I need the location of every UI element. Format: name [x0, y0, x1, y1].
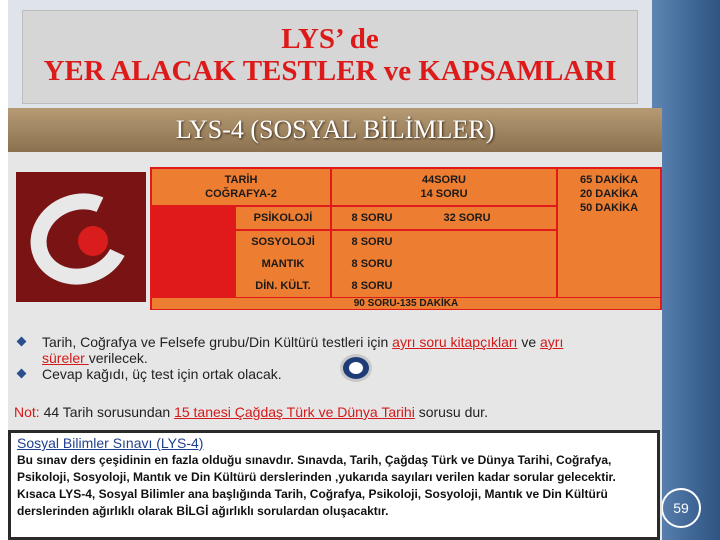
group-total-questions: 32 SORU — [443, 212, 491, 224]
table-cell-subject-r5 — [236, 253, 330, 275]
table-cell-questions-r3 — [332, 207, 556, 229]
table-cell-questions-r6 — [332, 275, 556, 297]
exam-schedule-table — [150, 167, 662, 310]
subject-psikoloji: PSİKOLOJİ — [253, 212, 313, 224]
subject-sosyoloji: SOSYOLOJİ — [251, 236, 315, 248]
time-felsefe-group: 50 DAKİKA — [579, 202, 639, 214]
info-bullets — [14, 334, 654, 382]
slide-title-box — [22, 10, 638, 104]
highlight-separate-times: süreler — [42, 350, 89, 366]
exam-description-title: Sosyal Bilimler Sınavı (LYS-4) — [17, 435, 204, 451]
emblem-badge-icon — [340, 354, 372, 382]
highlight-separate-booklets: ayrı soru kitapçıkları — [392, 334, 518, 350]
questions-tarih: 44SORU — [421, 174, 467, 186]
exam-description-box — [8, 430, 660, 540]
table-cell-subject-r1-r2 — [152, 169, 330, 205]
questions-sosyoloji: 8 SORU — [351, 236, 393, 248]
time-tarih: 65 DAKİKA — [579, 174, 639, 186]
subject-cografya: COĞRAFYA-2 — [205, 188, 277, 200]
table-cell-questions-r4 — [332, 231, 556, 253]
note-line: Not: 44 Tarih sorusundan 15 tanesi Çağdaş Türk ve Dünya Tarihi sorusu dur. — [14, 404, 488, 420]
table-cell-questions-r5 — [332, 253, 556, 275]
logo-red-dot — [78, 226, 108, 256]
exam-description-body: Bu sınav ders çeşidinin en fazla olduğu sınavdır. Sınavda, Tarih, Çağdaş Türk ve Dünya Tarihi, Coğrafya, Psikoloji, Sosyoloji, Mantık ve Din Kültürü derslerinden ,yukarıda sayıları verilen kadar sorular gelecektir. Kısaca LYS-4, Sosyal Bilimler ana başlığında Tarih, Coğrafya, Psikoloji, Sosyoloji, Mantık ve Din Kültürü derslerinden ağırlıklı olarak BİLGİ ağırlıklı sorulardan oluşacaktır. — [17, 453, 616, 518]
page-number-badge: 59 — [661, 488, 701, 528]
table-cell-time — [558, 169, 660, 297]
total-questions-time: 90 SORU-135 DAKİKA — [353, 298, 459, 309]
questions-mantik: 8 SORU — [351, 258, 393, 270]
subject-mantik: MANTIK — [261, 258, 305, 270]
subject-din-kult: DİN. KÜLT. — [255, 280, 311, 292]
logo-image — [16, 172, 146, 302]
table-total-row — [152, 298, 660, 309]
subject-tarih: TARİH — [224, 174, 258, 186]
slide-title-line2: YER ALACAK TESTLER ve KAPSAMLARI — [43, 55, 617, 87]
section-title-bar: LYS-4 (SOSYAL BİLİMLER) — [8, 108, 662, 152]
questions-cografya: 14 SORU — [420, 188, 468, 200]
time-cografya: 20 DAKİKA — [579, 188, 639, 200]
note-label: Not: — [14, 404, 40, 420]
questions-psikoloji: 8 SORU — [351, 212, 393, 224]
table-cell-subject-r4 — [236, 231, 330, 253]
emblem-badge-inner — [349, 362, 363, 374]
table-cell-subject-r6 — [236, 275, 330, 297]
side-decoration-strip — [652, 0, 720, 540]
note-highlight: 15 tanesi Çağdaş Türk ve Dünya Tarihi — [174, 404, 415, 420]
bullet-item-separate-booklets: Tarih, Coğrafya ve Felsefe grubu/Din Kültürü testleri için ayrı soru kitapçıkları ve ayrı süreler verilecek. — [14, 334, 654, 366]
questions-din-kult: 8 SORU — [351, 280, 393, 292]
diamond-bullet-icon — [17, 337, 27, 347]
table-cell-subject-r3 — [236, 207, 330, 229]
slide-title-line1: LYS’ de — [281, 23, 379, 55]
bullet-item-common-answer-sheet: Cevap kağıdı, üç test için ortak olacak. — [14, 366, 654, 382]
table-cell-questions-r1-r2 — [332, 169, 556, 205]
diamond-bullet-icon — [17, 369, 27, 379]
